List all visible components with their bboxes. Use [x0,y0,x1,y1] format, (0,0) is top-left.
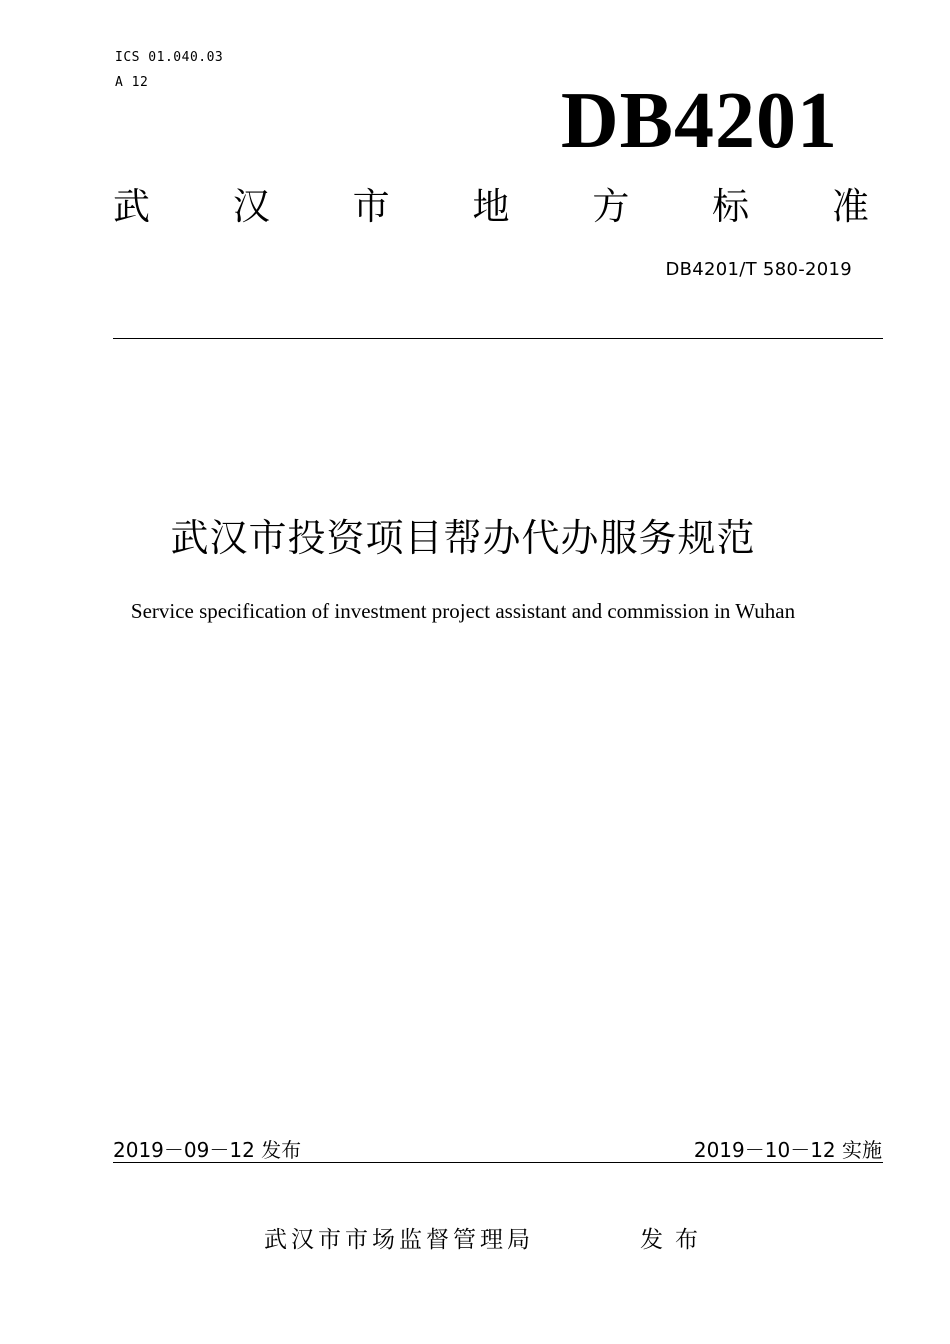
standard-type [113,182,869,232]
standard-type-char: 标 [712,185,750,228]
standard-type-char: 汉 [232,185,270,228]
standard-type-char: 地 [472,185,510,228]
standard-type-char: 武 [113,185,150,228]
standard-type-char: 方 [592,185,630,228]
dates-divider [113,1162,883,1163]
standard-number: DB4201/T 580-2019 [665,259,852,280]
publisher-name: 武汉市市场监督管理局 [264,1227,534,1253]
header-divider [113,338,883,339]
implementation-date: 2019－10－12 实施 [693,1138,882,1162]
classification-code: A 12 [115,75,149,90]
ics-code: ICS 01.040.03 [115,50,224,65]
standard-type-char: 准 [831,185,869,228]
title-english: Service specification of investment project assistant and commission in Wuhan [130,599,796,623]
standard-code: DB4201 [560,77,838,165]
standard-type-char: 市 [352,185,390,228]
title-chinese: 武汉市投资项目帮办代办服务规范 [170,516,756,560]
issue-date: 2019－09－12 发布 [113,1138,302,1162]
publish-label: 发布 [640,1227,710,1253]
